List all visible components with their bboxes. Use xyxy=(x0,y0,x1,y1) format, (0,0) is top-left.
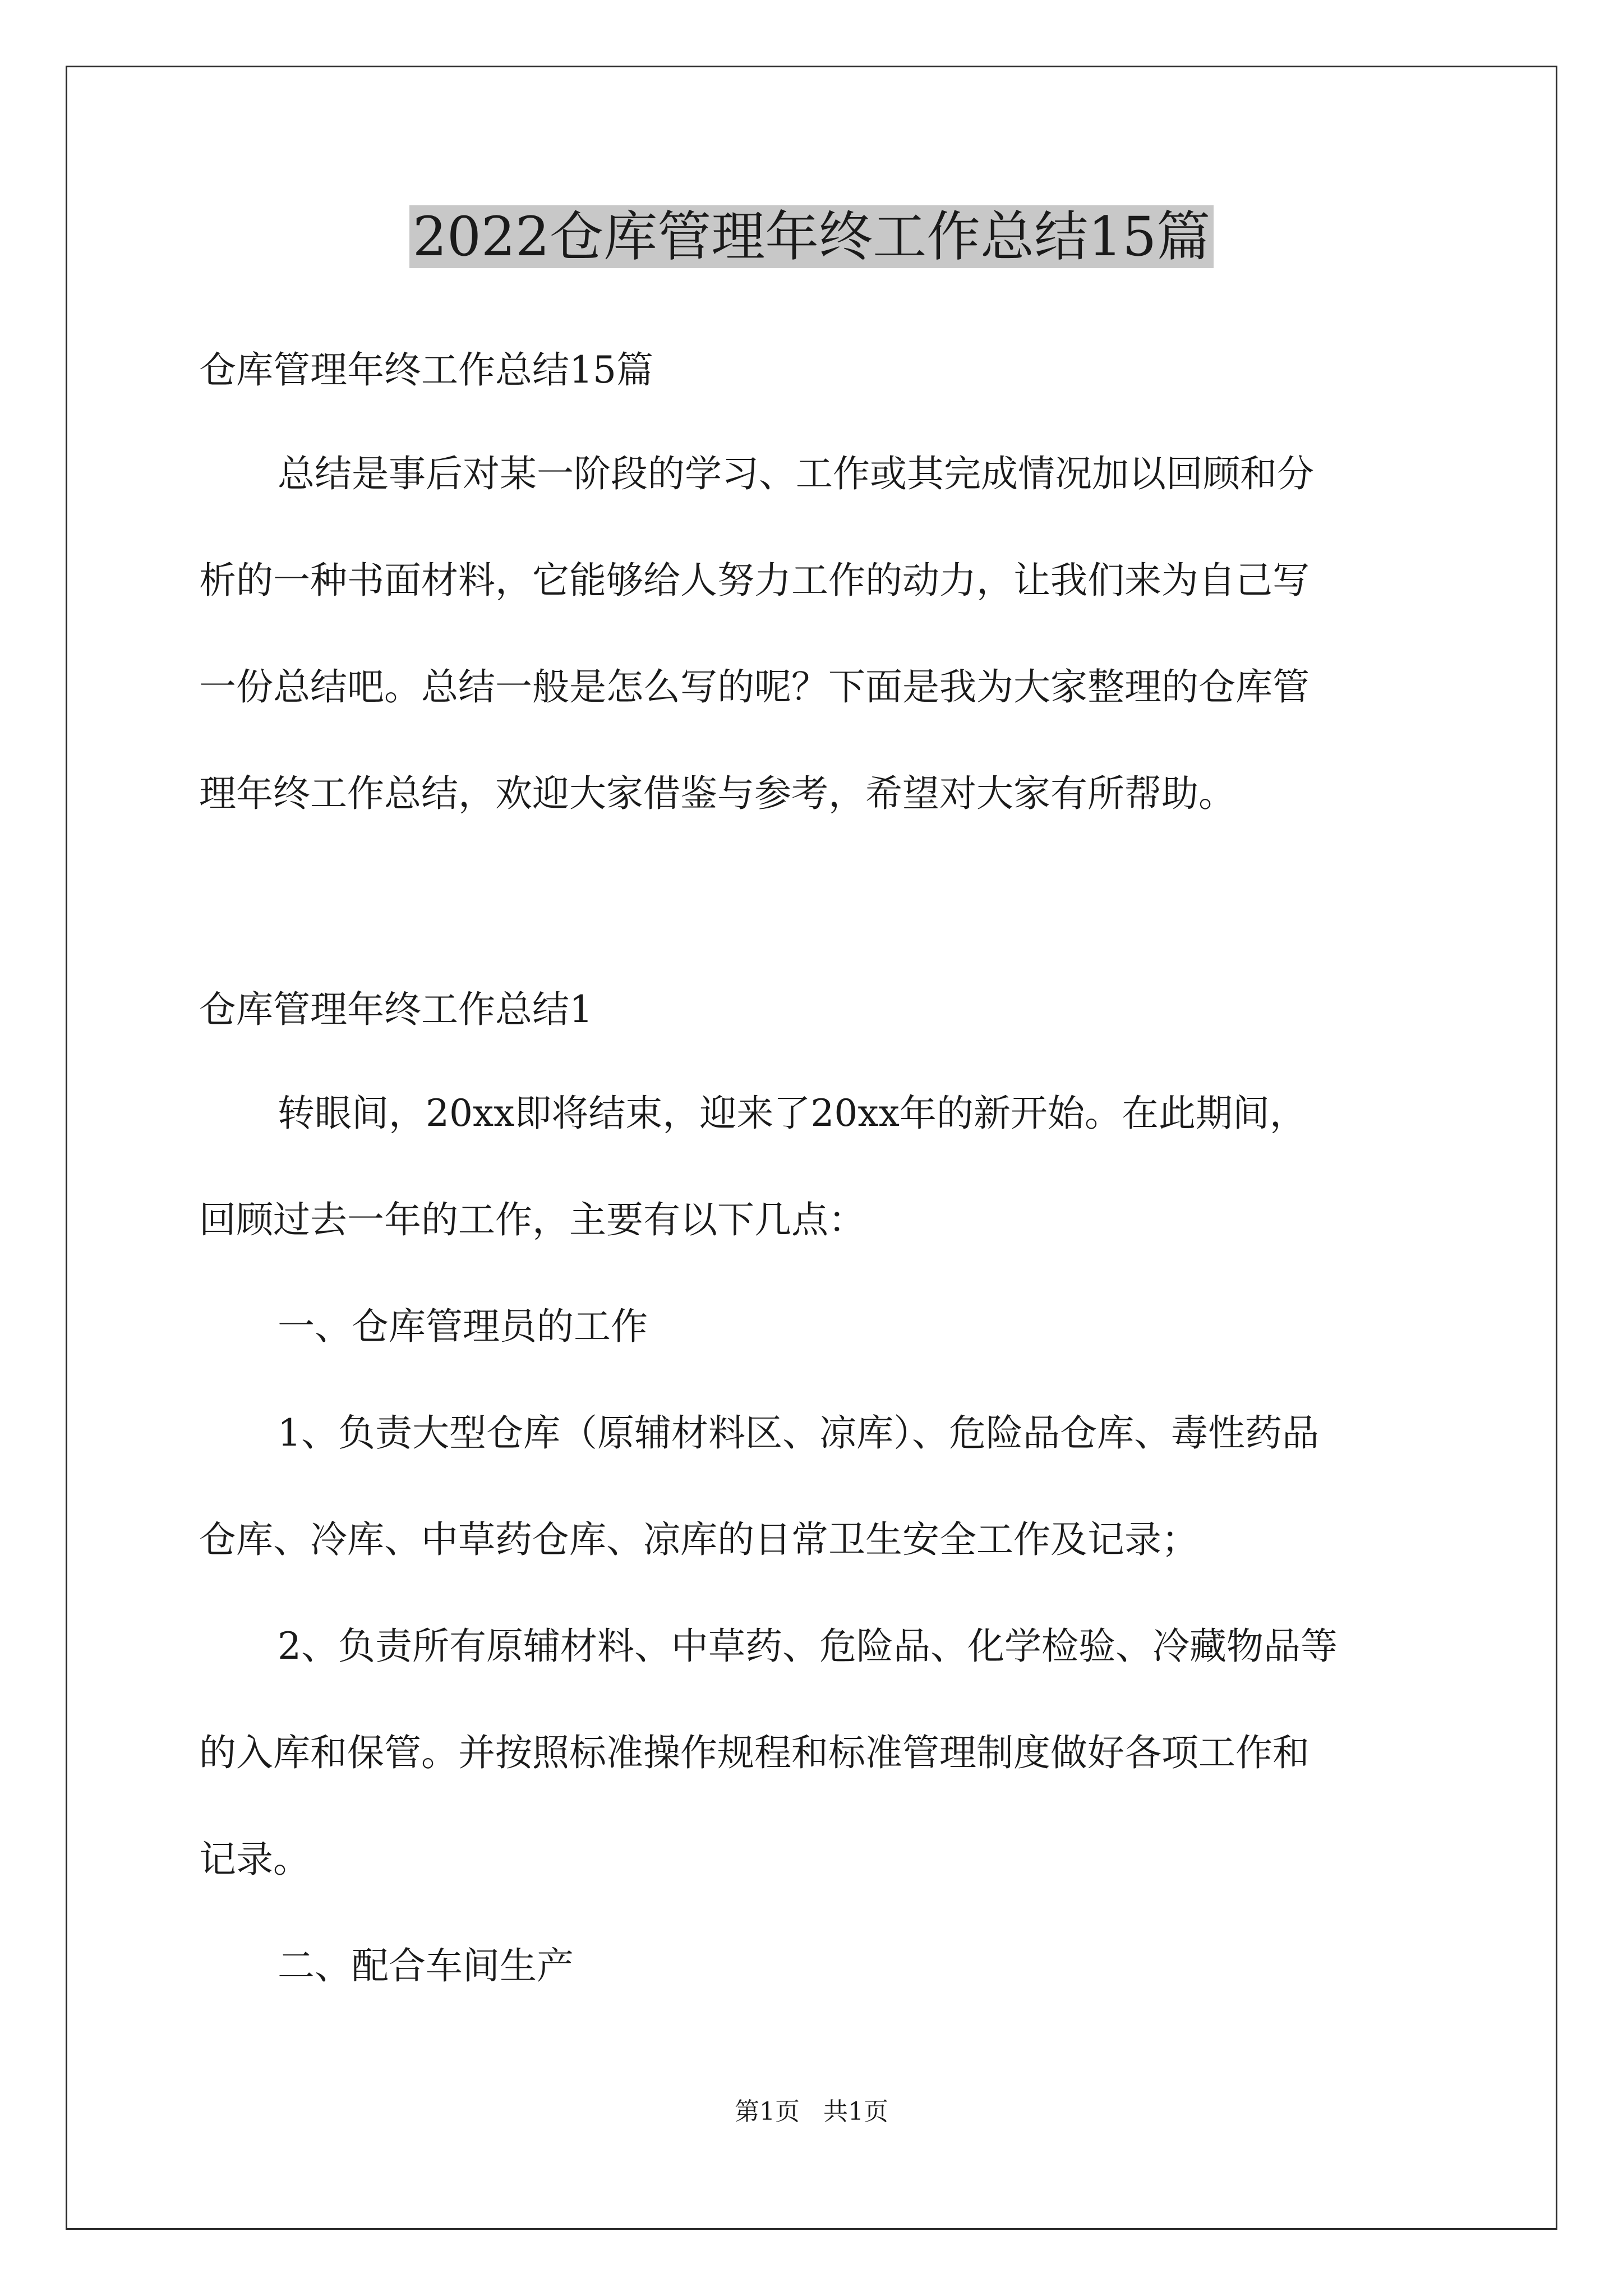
section-line-8: 记录。 xyxy=(199,1838,310,1881)
section-line-9: 二、配合车间生产 xyxy=(278,1944,574,1987)
section-line-3: 一、仓库管理员的工作 xyxy=(278,1305,648,1348)
section-line-2: 回顾过去一年的工作，主要有以下几点： xyxy=(199,1198,865,1241)
section-line-5: 仓库、冷库、中草药仓库、凉库的日常卫生安全工作及记录； xyxy=(199,1518,1198,1561)
intro-line-2: 析的一种书面材料，它能够给人努力工作的动力，让我们来为自己写 xyxy=(199,559,1310,602)
page-number: 第1页 xyxy=(735,2097,800,2126)
section-line-4: 1、负责大型仓库（原辅材料区、凉库）、危险品仓库、毒性药品 xyxy=(278,1411,1319,1455)
intro-line-1: 总结是事后对某一阶段的学习、工作或其完成情况加以回顾和分 xyxy=(278,452,1314,495)
section-line-6: 2、负责所有原辅材料、中草药、危险品、化学检验、冷藏物品等 xyxy=(278,1625,1338,1668)
section-line-1: 转眼间，20xx即将结束，迎来了20xx年的新开始。在此期间， xyxy=(278,1092,1307,1135)
page-footer xyxy=(0,2095,1623,2129)
section-line-7: 的入库和保管。并按照标准操作规程和标准管理制度做好各项工作和 xyxy=(199,1731,1310,1774)
intro-line-4: 理年终工作总结，欢迎大家借鉴与参考，希望对大家有所帮助。 xyxy=(199,772,1235,815)
intro-line-3: 一份总结吧。总结一般是怎么写的呢？下面是我为大家整理的仓库管 xyxy=(199,665,1310,708)
page-total: 共1页 xyxy=(823,2097,888,2126)
document-subtitle: 仓库管理年终工作总结15篇 xyxy=(199,348,653,392)
document-title-text: 2022仓库管理年终工作总结15篇 xyxy=(409,205,1214,268)
document-title xyxy=(0,197,1623,276)
section-heading: 仓库管理年终工作总结1 xyxy=(199,988,593,1031)
